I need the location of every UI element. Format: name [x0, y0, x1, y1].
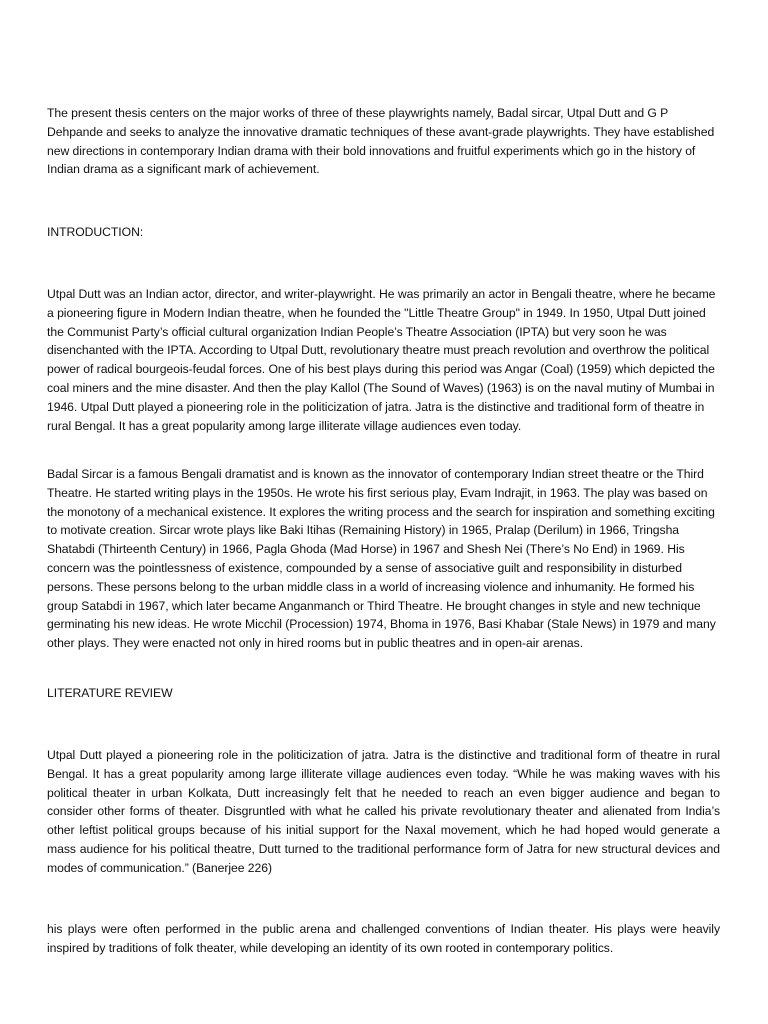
- literature-review-heading: LITERATURE REVIEW: [47, 686, 173, 700]
- thesis-paragraph: The present thesis centers on the major works of three of these playwrights namely, Badal sircar, Utpal Dutt and G P Dehpande and seeks to analyze the innovative dramatic techniques of these avant-grade playwrights. They have established new directions in contemporary Indian drama with their bold innovations and fruitful experiments which go in the history of Indian drama as a significant mark of achievement.: [47, 106, 715, 177]
- introduction-heading: INTRODUCTION:: [47, 225, 144, 239]
- plays-paragraph: his plays were often performed in the public arena and challenged conventions of Indian theater. His plays were heavily inspired by traditions of folk theater, while developing an identity of its own rooted in contemporary politics.: [47, 922, 720, 955]
- utpal-dutt-paragraph: Utpal Dutt was an Indian actor, director, and writer-playwright. He was primarily an actor in Bengali theatre, where he became a pioneering figure in Modern Indian theatre, when he founded the "Little Theatre Group" in 1949. In 1950, Utpal Dutt joined the Communist Party’s official cultural organization Indian People’s Theatre Association (IPTA) but very soon he was disenchanted with the IPTA. According to Utpal Dutt, revolutionary theatre must preach revolution and overthrow the political power of radical bourgeois-feudal forces. One of his best plays during this period was Angar (Coal) (1959) which depicted the coal miners and the mine disaster. And then the play Kallol (The Sound of Waves) (1963) is on the naval mutiny of Mumbai in 1946. Utpal Dutt played a pioneering role in the politicization of jatra. Jatra is the distinctive and traditional form of theatre in rural Bengal. It has a great popularity among large illiterate village audiences even today.: [47, 287, 716, 433]
- literature-review-paragraph: Utpal Dutt played a pioneering role in the politicization of jatra. Jatra is the distinctive and traditional form of theatre in rural Bengal. It has a great popularity among large illiterate village audiences even today. “While he was making waves with his political theater in urban Kolkata, Dutt increasingly felt that he needed to reach an even bigger audience and began to consider other forms of theater. Disgruntled with what he called his private revolutionary theater and alienated from India’s other leftist political groups because of his initial support for the Naxal movement, which he had hoped would generate a mass audience for his political theatre, Dutt turned to the traditional performance form of Jatra for new structural devices and modes of communication.” (Banerjee 226): [47, 748, 720, 875]
- badal-sircar-paragraph: Badal Sircar is a famous Bengali dramatist and is known as the innovator of contemporary Indian street theatre or the Third Theatre. He started writing plays in the 1950s. He wrote his first serious play, Evam Indrajit, in 1963. The play was based on the monotony of a mechanical existence. It explores the writing process and the search for inspiration and something exciting to motivate creation. Sircar wrote plays like Baki Itihas (Remaining History) in 1965, Pralap (Derilum) in 1966, Tringsha Shatabdi (Thirteenth Century) in 1966, Pagla Ghoda (Mad Horse) in 1967 and Shesh Nei (There’s No End) in 1969. His concern was the pointlessness of existence, compounded by a sense of associative guilt and responsibility in disturbed persons. These persons belong to the urban middle class in a world of increasing violence and inhumanity. He formed his group Satabdi in 1967, which later became Anganmanch or Third Theatre. He brought changes in style and new technique germinating his new ideas. He wrote Micchil (Procession) 1974, Bhoma in 1976, Basi Khabar (Stale News) in 1979 and many other plays. They were enacted not only in hired rooms but in public theatres and in open-air arenas.: [47, 467, 716, 651]
